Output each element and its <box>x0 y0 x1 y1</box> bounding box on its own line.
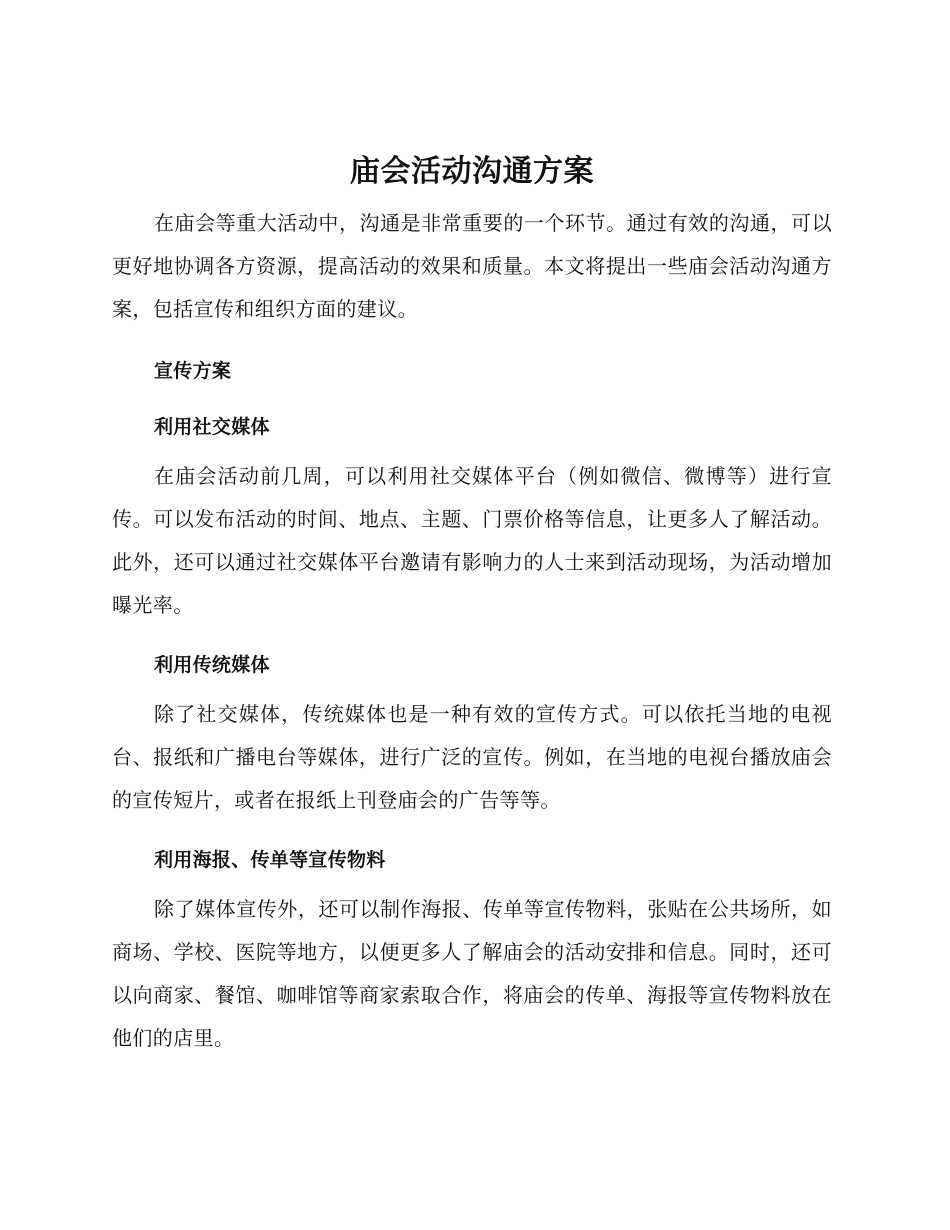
subsection-heading-traditional-media: 利用传统媒体 <box>154 654 270 676</box>
document-title: 庙会活动沟通方案 <box>350 154 594 189</box>
spacer <box>112 822 832 832</box>
subsection-heading-print-materials: 利用海报、传单等宣传物料 <box>154 849 386 871</box>
subsection-body-social-media: 在庙会活动前几周，可以利用社交媒体平台（例如微信、微博等）进行宣传。可以发布活动的时间、地点、主题、门票价格等信息，让更多人了解活动。此外，还可以通过社交媒体平台邀请有影响力的人士来到活动现场，为活动增加曝光率。 <box>112 464 832 617</box>
subsection-body-print-materials: 除了媒体宣传外，还可以制作海报、传单等宣传物料，张贴在公共场所，如商场、学校、医院等地方，以便更多人了解庙会的活动安排和信息。同时，还可以向商家、餐馆、咖啡馆等商家索取合作，将庙会的传单、海报等宣传物料放在他们的店里。 <box>112 897 832 1050</box>
spacer <box>112 627 832 637</box>
subsection-social-media <box>112 399 832 627</box>
intro-paragraph: 在庙会等重大活动中，沟通是非常重要的一个环节。通过有效的沟通，可以更好地协调各方资源，提高活动的效果和质量。本文将提出一些庙会活动沟通方案，包括宣传和组织方面的建议。 <box>112 211 832 321</box>
subsection-traditional-media <box>112 637 832 822</box>
subsection-heading-social-media: 利用社交媒体 <box>154 416 270 438</box>
subsection-print-materials <box>112 832 832 1060</box>
document-content <box>112 148 832 1060</box>
spacer <box>112 331 832 341</box>
subsection-body-traditional-media: 除了社交媒体，传统媒体也是一种有效的宣传方式。可以依托当地的电视台、报纸和广播电台等媒体，进行广泛的宣传。例如，在当地的电视台播放庙会的宣传短片，或者在报纸上刊登庙会的广告等等。 <box>112 702 832 812</box>
section-heading-publicity: 宣传方案 <box>154 360 232 382</box>
